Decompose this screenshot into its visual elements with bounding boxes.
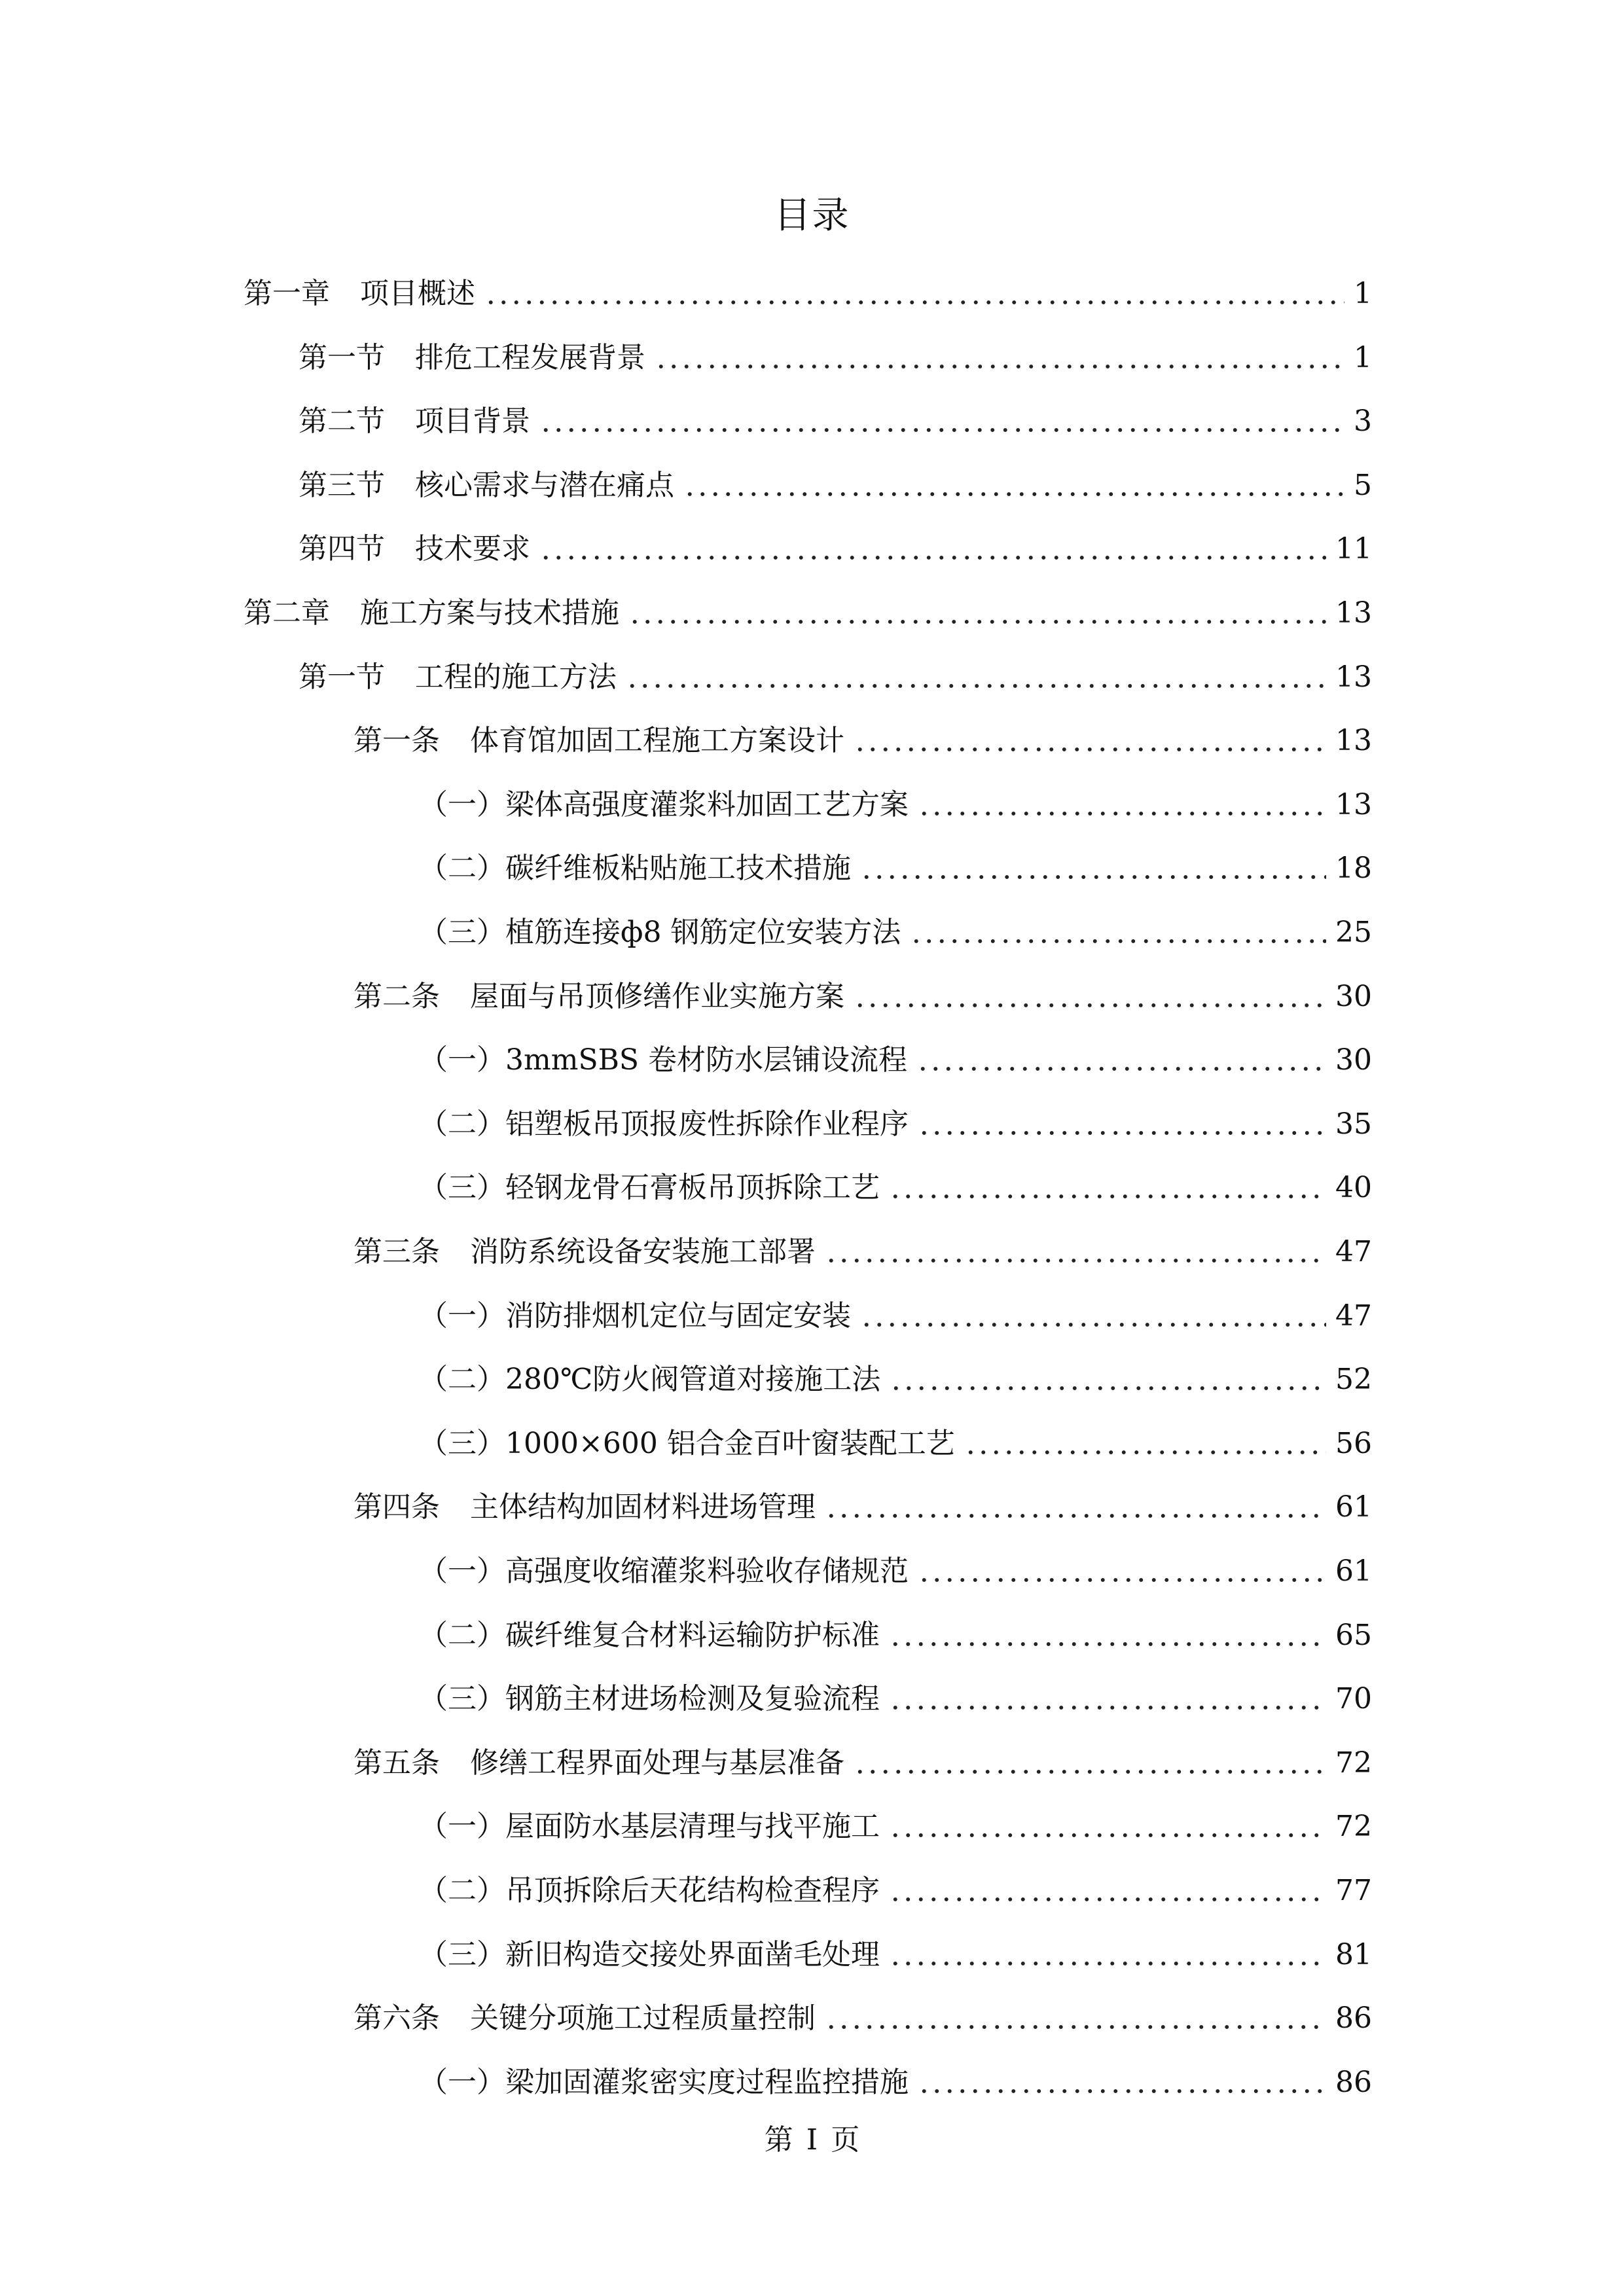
toc-entry-title: 新旧构造交接处界面凿毛处理	[505, 1937, 880, 1971]
toc-entry-number: 第一节	[298, 340, 385, 374]
toc-entry-page: 72	[1335, 1810, 1372, 1844]
toc-entry-number: 第六条	[353, 2001, 440, 2036]
toc-dot-leader	[854, 1003, 1326, 1008]
toc-entry[interactable]	[419, 836, 1372, 901]
toc-entry-page: 61	[1335, 1554, 1372, 1588]
footer-prefix: 第	[764, 2123, 793, 2157]
toc-entry-number: （三）	[419, 1682, 505, 1716]
toc-entry-number: （一）	[419, 787, 505, 821]
toc-dot-leader	[889, 1833, 1326, 1838]
toc-entry-number: （三）	[419, 916, 505, 949]
toc-entry-title: 施工方案与技术措施	[360, 596, 619, 630]
toc-entry-number: （一）	[419, 1043, 505, 1077]
toc-entry-number: 第三条	[353, 1235, 440, 1268]
toc-entry-title: 体育馆加固工程施工方案设计	[470, 724, 844, 758]
toc-entry-page: 61	[1335, 1490, 1372, 1524]
toc-entry-number: （三）	[419, 1937, 505, 1971]
toc-entry-number: （二）	[419, 1363, 505, 1397]
toc-entry-title: 轻钢龙骨石膏板吊顶拆除工艺	[505, 1171, 880, 1205]
toc-entry-number: 第一节	[298, 660, 385, 694]
toc-entry-page: 81	[1335, 1937, 1372, 1971]
toc-entry[interactable]	[419, 1604, 1372, 1668]
toc-entry-number: 第二章	[244, 596, 330, 630]
toc-entry-title: 碳纤维复合材料运输防护标准	[505, 1618, 880, 1652]
toc-dot-leader	[918, 811, 1326, 816]
toc-entry[interactable]	[353, 1220, 1372, 1284]
toc-dot-leader	[683, 492, 1344, 497]
toc-title: 目录	[774, 194, 850, 237]
toc-dot-leader	[825, 1258, 1326, 1263]
toc-dot-leader	[854, 1769, 1326, 1774]
toc-entry-title: 核心需求与潜在痛点	[415, 468, 674, 502]
toc-entry-page: 25	[1335, 916, 1372, 949]
toc-entry-title: 屋面防水基层清理与找平施工	[505, 1810, 880, 1844]
toc-entry-page: 13	[1335, 660, 1372, 694]
toc-entry[interactable]	[353, 965, 1372, 1029]
toc-dot-leader	[889, 1705, 1326, 1710]
toc-entry-title: 关键分项施工过程质量控制	[470, 2001, 816, 2036]
toc-entry-page: 11	[1335, 532, 1372, 566]
toc-entry-page: 86	[1335, 2001, 1372, 2036]
toc-entry-title: 铝塑板吊顶报废性拆除作业程序	[505, 1107, 909, 1141]
page-footer	[0, 2117, 1624, 2163]
toc-entry[interactable]	[353, 1986, 1372, 2051]
toc-entry-number: 第二条	[353, 979, 440, 1013]
toc-entry[interactable]	[419, 1795, 1372, 1859]
toc-entry-title: 梁加固灌浆密实度过程监控措施	[505, 2065, 909, 2099]
toc-entry-number: （一）	[419, 1554, 505, 1588]
toc-entry-page: 13	[1335, 724, 1372, 758]
toc-entry-page: 40	[1335, 1171, 1372, 1205]
toc-entry-number: 第三节	[298, 468, 385, 502]
toc-entry-page: 56	[1335, 1426, 1372, 1460]
toc-entry-page: 70	[1335, 1682, 1372, 1716]
toc-entry-title: 吊顶拆除后天花结构检查程序	[505, 1874, 880, 1907]
toc-entry-page: 47	[1335, 1299, 1372, 1333]
toc-entry-number: （三）	[419, 1171, 505, 1205]
toc-entry-page: 72	[1335, 1746, 1372, 1780]
toc-dot-leader	[890, 1386, 1326, 1391]
toc-dot-leader	[918, 2089, 1326, 2094]
toc-entry-page: 77	[1335, 1874, 1372, 1907]
toc-entry-title: 梁体高强度灌浆料加固工艺方案	[505, 787, 909, 821]
toc-entry[interactable]	[419, 1539, 1372, 1604]
toc-entry-number: （一）	[419, 2065, 505, 2099]
toc-entry[interactable]	[419, 1923, 1372, 1987]
toc-entry[interactable]	[298, 645, 1372, 709]
toc-dot-leader	[889, 1897, 1326, 1902]
footer-page-number: I	[806, 2123, 818, 2157]
toc-entry[interactable]	[419, 1412, 1372, 1476]
toc-entry-page: 35	[1335, 1107, 1372, 1141]
toc-entry[interactable]	[298, 517, 1372, 581]
toc-entry-number: （一）	[419, 1299, 505, 1333]
toc-entry-number: 第四条	[353, 1490, 440, 1524]
toc-dot-leader	[825, 2024, 1326, 2030]
toc-entry-title: 消防系统设备安装施工部署	[470, 1235, 816, 1268]
toc-dot-leader	[889, 1194, 1326, 1199]
toc-entry-page: 3	[1354, 404, 1372, 439]
toc-dot-leader	[628, 619, 1326, 624]
toc-entry-title: 技术要求	[415, 532, 530, 566]
toc-dot-leader	[918, 1577, 1326, 1583]
toc-entry[interactable]	[353, 1475, 1372, 1539]
toc-entry-title: 工程的施工方法	[415, 660, 617, 694]
toc-entry-page: 65	[1335, 1618, 1372, 1652]
toc-entry-number: 第一章	[244, 277, 330, 310]
toc-entry[interactable]	[298, 454, 1372, 518]
toc-entry-number: 第五条	[353, 1746, 440, 1780]
toc-entry-page: 13	[1335, 596, 1372, 630]
toc-entry-title: 碳纤维板粘贴施工技术措施	[505, 852, 851, 886]
toc-dot-leader	[918, 1130, 1326, 1136]
toc-entry-page: 1	[1354, 340, 1372, 374]
toc-dot-leader	[539, 555, 1326, 560]
toc-entry[interactable]	[298, 389, 1372, 454]
toc-entry-number: 第二节	[298, 404, 385, 439]
toc-entry-page: 30	[1335, 1043, 1372, 1077]
toc-entry[interactable]	[419, 1348, 1372, 1412]
toc-entry-number: （二）	[419, 852, 505, 886]
toc-dot-leader	[860, 1322, 1326, 1327]
toc-entry[interactable]	[419, 1156, 1372, 1220]
toc-entry[interactable]	[353, 1731, 1372, 1795]
toc-entry-title: 项目概述	[360, 277, 475, 310]
toc-entry-title: 3mmSBS 卷材防水层铺设流程	[505, 1043, 908, 1077]
toc-entry-title: 屋面与吊顶修缮作业实施方案	[470, 979, 844, 1013]
toc-dot-leader	[626, 683, 1326, 689]
toc-entry[interactable]	[419, 1859, 1372, 1923]
toc-entry-title: 修缮工程界面处理与基层准备	[470, 1746, 844, 1780]
toc-dot-leader	[854, 747, 1326, 752]
toc-dot-leader	[916, 1066, 1326, 1071]
toc-entry-title: 高强度收缩灌浆料验收存储规范	[505, 1554, 909, 1588]
toc-entry-number: 第一条	[353, 724, 440, 758]
toc-entry-title: 植筋连接ф8 钢筋定位安装方法	[505, 916, 901, 949]
toc-entry[interactable]	[419, 1092, 1372, 1157]
toc-entry-page: 52	[1335, 1363, 1372, 1397]
toc-entry-title: 消防排烟机定位与固定安装	[505, 1299, 851, 1333]
toc-entry-title: 1000×600 铝合金百叶窗装配工艺	[505, 1426, 955, 1460]
toc-entry-title: 280℃防火阀管道对接施工法	[505, 1363, 881, 1397]
toc-entry[interactable]	[244, 262, 1372, 326]
toc-entry-number: （三）	[419, 1426, 505, 1460]
toc-entry-title: 钢筋主材进场检测及复验流程	[505, 1682, 880, 1716]
toc-dot-leader	[825, 1513, 1326, 1518]
toc-dot-leader	[910, 939, 1326, 944]
toc-dot-leader	[860, 874, 1326, 880]
toc-entry-number: （二）	[419, 1618, 505, 1652]
toc-dot-leader	[484, 300, 1344, 305]
toc-entry-page: 1	[1354, 277, 1372, 310]
toc-entry-number: （一）	[419, 1810, 505, 1844]
toc-entry[interactable]	[298, 326, 1372, 390]
toc-entry-title: 主体结构加固材料进场管理	[470, 1490, 816, 1524]
toc-entry-number: 第四节	[298, 532, 385, 566]
toc-entry[interactable]	[353, 709, 1372, 773]
toc-entry-page: 13	[1335, 787, 1372, 821]
toc-dot-leader	[889, 1961, 1326, 1966]
footer-suffix: 页	[831, 2123, 860, 2157]
toc-entry-title: 排危工程发展背景	[415, 340, 645, 374]
toc-entry-page: 5	[1354, 468, 1372, 502]
toc-dot-leader	[964, 1450, 1326, 1455]
toc-entry[interactable]	[419, 1667, 1372, 1731]
toc-dot-leader	[889, 1641, 1326, 1647]
toc-entry[interactable]	[244, 581, 1372, 645]
toc-entry[interactable]	[419, 1284, 1372, 1348]
toc-dot-leader	[655, 364, 1344, 369]
toc-entry[interactable]	[419, 773, 1372, 837]
toc-entry-page: 47	[1335, 1235, 1372, 1268]
toc-entry-number: （二）	[419, 1874, 505, 1907]
toc-entry[interactable]	[419, 901, 1372, 965]
toc-dot-leader	[539, 427, 1344, 433]
toc-entry-page: 30	[1335, 979, 1372, 1013]
toc-entry[interactable]	[419, 1028, 1372, 1092]
toc-entry-page: 86	[1335, 2065, 1372, 2099]
toc-entry-page: 18	[1335, 852, 1372, 886]
toc-entry-title: 项目背景	[415, 404, 530, 439]
toc-entry[interactable]	[419, 2051, 1372, 2115]
toc-entry-number: （二）	[419, 1107, 505, 1141]
